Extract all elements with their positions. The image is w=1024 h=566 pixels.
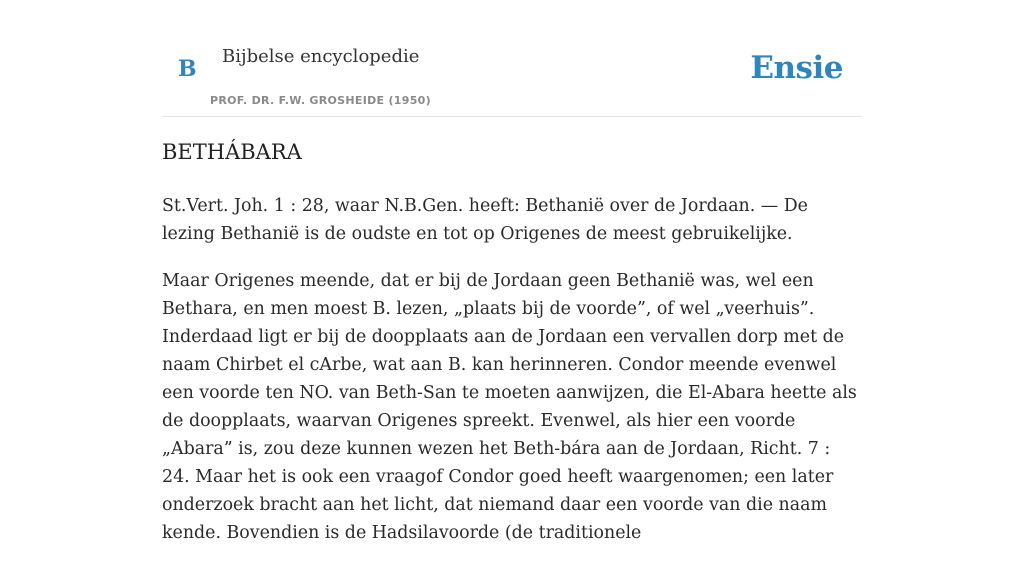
book-title-link[interactable]: Bijbelse encyclopedie bbox=[222, 46, 420, 67]
book-logo-letter[interactable]: B bbox=[178, 56, 197, 82]
entry-title: BETHÁBARA bbox=[162, 140, 302, 164]
ensie-logo-link[interactable]: Ensie bbox=[750, 50, 843, 86]
entry-paragraph: St.Vert. Joh. 1 : 28, waar N.B.Gen. heeft: Bethanië over de Jordaan. — De lezing Bethanië is de oudste en tot op Origenes de meest gebruikelijke. bbox=[162, 196, 808, 244]
header bbox=[162, 0, 862, 117]
entry-paragraph: Maar Origenes meende, dat er bij de Jordaan geen Bethanië was, wel een Bethara, en men moest B. lezen, „plaats bij de voorde”, of wel „veerhuis”. Inderdaad ligt er bij de doopplaats aan de Jordaan een vervallen dorp met de naam Chirbet el cArbe, wat aan B. kan herinneren. Condor meende evenwel een voorde ten NO. van Beth-San te moeten aanwijzen, die El-Abara heette als de doopplaats, waarvan Origenes spreekt. Evenwel, als hier een voorde „Abara” is, zou deze kunnen wezen het Beth-bára aan de Jordaan, Richt. 7 : 24. Maar het is ook een vraagof Condor goed heeft waargenomen; een later onderzoek bracht aan het licht, dat niemand daar een voorde van die naam kende. Bovendien is de Hadsilavoorde (de traditionele bbox=[162, 271, 857, 543]
page bbox=[162, 0, 862, 543]
entry-body bbox=[162, 192, 862, 566]
book-author: PROF. DR. F.W. GROSHEIDE (1950) bbox=[210, 94, 431, 107]
